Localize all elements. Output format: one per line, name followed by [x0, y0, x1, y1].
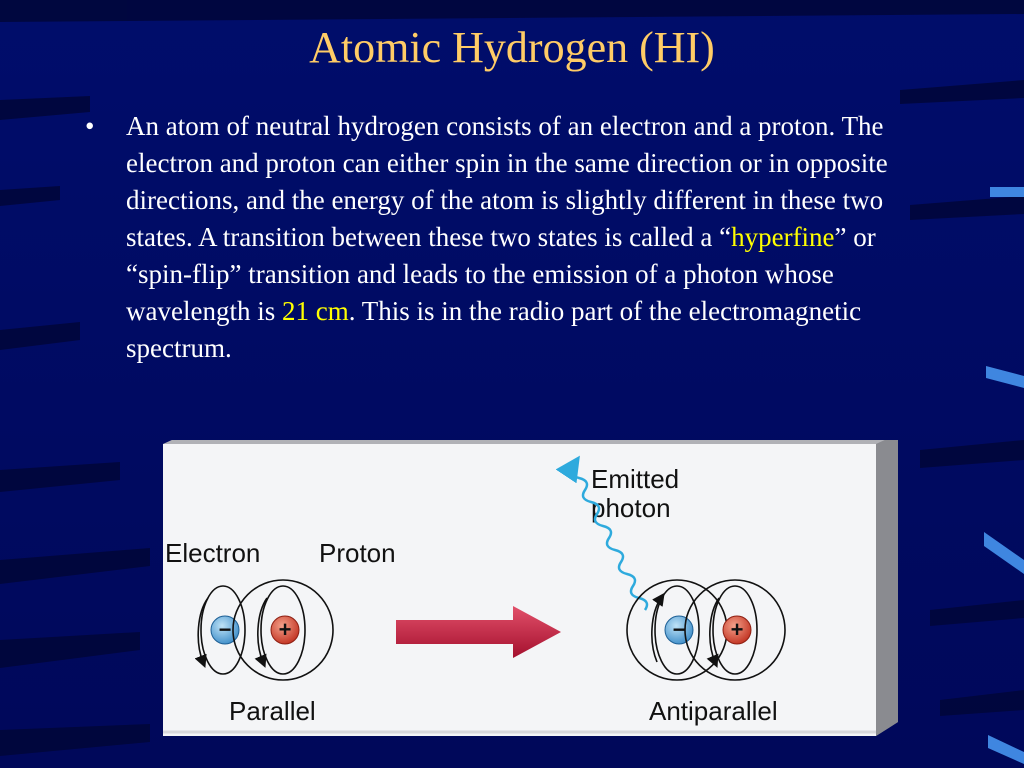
bullet-glyph: • — [85, 111, 95, 141]
emitted-label: Emitted — [591, 464, 680, 494]
highlight-wavelength: 21 cm — [281, 296, 349, 326]
bullet-list — [85, 108, 935, 367]
proton-label: Proton — [319, 538, 396, 568]
paragraph-text-1: An atom of neutral hydrogen consists of an electron and a proton. The electron and proton can either spin in the same direction or in opposite directions, and the energy of the atom is slightly different in these two states. A transition between these two states is called a “ — [126, 111, 888, 252]
spin-flip-figure — [163, 440, 898, 736]
highlight-hyperfine: hyperfine — [731, 222, 835, 252]
parallel-label: Parallel — [229, 696, 316, 726]
spin-flip-diagram — [163, 440, 898, 736]
paragraph-text-3: . This is in the radio part of the electromagnetic spectrum. — [126, 296, 862, 363]
electron-sign: − — [672, 617, 686, 642]
panel-face — [163, 444, 876, 736]
paragraph-text-2: ” or “spin-flip” transition and leads to the emission of a photon whose wavelength is — [126, 222, 876, 326]
electron-sign: − — [218, 617, 232, 642]
proton-sign: + — [730, 617, 744, 642]
proton-sign: + — [278, 617, 292, 642]
electron-label: Electron — [165, 538, 261, 568]
antiparallel-label: Antiparallel — [649, 696, 778, 726]
photon-label: photon — [591, 493, 671, 523]
bullet-item — [85, 108, 935, 367]
slide-title: Atomic Hydrogen (HI) — [309, 23, 715, 72]
